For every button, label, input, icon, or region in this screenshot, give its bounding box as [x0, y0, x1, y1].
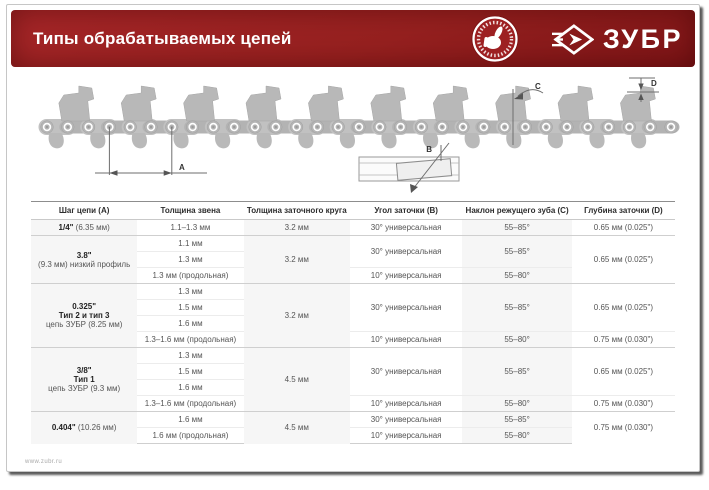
column-header: Шаг цепи (A) — [31, 202, 137, 220]
pitch-text: (9.3 мм) низкий профиль — [38, 259, 131, 269]
brand-name: ЗУБР — [602, 24, 683, 54]
sharpening-depth-cell: 0.75 мм (0.030") — [572, 396, 675, 412]
column-header: Толщина заточного круга — [244, 202, 350, 220]
pitch-text: Тип 2 и тип 3 — [58, 311, 110, 320]
pitch-cell — [31, 220, 137, 236]
sharpening-depth-cell: 0.75 мм (0.030") — [572, 412, 675, 444]
page-title: Типы обрабатываемых цепей — [33, 28, 292, 48]
table-row — [31, 236, 675, 252]
tooth-tilt-cell: 55–80° — [462, 268, 571, 284]
wheel-thickness-cell: 4.5 мм — [244, 348, 350, 412]
wheel-thickness-cell: 3.2 мм — [244, 236, 350, 284]
sharpening-angle-cell: 30° универсальная — [350, 412, 463, 428]
link-thickness-cell: 1.5 мм — [137, 364, 243, 380]
tooth-tilt-cell: 55–85° — [462, 284, 571, 332]
link-thickness-cell: 1.1 мм — [137, 236, 243, 252]
wheel-thickness-cell: 3.2 мм — [244, 284, 350, 348]
pitch-text: 0.404" — [51, 423, 78, 433]
pitch-text: цепь ЗУБР (9.3 мм) — [48, 384, 121, 393]
pitch-cell — [31, 236, 137, 284]
sharpening-angle-cell: 30° универсальная — [350, 220, 463, 236]
label-b: B — [426, 145, 432, 154]
chain-diagram — [7, 75, 699, 199]
table-row — [31, 284, 675, 300]
sharpening-angle-cell: 10° универсальная — [350, 332, 463, 348]
label-d: D — [651, 79, 657, 88]
tooth-tilt-cell: 55–85° — [462, 412, 571, 428]
document-page — [6, 4, 700, 472]
wheel-thickness-cell: 4.5 мм — [244, 412, 350, 444]
link-thickness-cell: 1.3 мм — [137, 348, 243, 364]
pitch-text: 3/8" — [76, 366, 92, 375]
column-header: Наклон режущего зуба (C) — [462, 202, 571, 220]
table-row — [31, 220, 675, 236]
chain-spec-table-wrap — [31, 201, 675, 444]
column-header: Толщина звена — [137, 202, 243, 220]
pitch-text: Тип 1 — [73, 375, 95, 384]
pitch-text: цепь ЗУБР (8.25 мм) — [45, 320, 123, 329]
link-thickness-cell: 1.6 мм — [137, 380, 243, 396]
tooth-tilt-cell: 55–85° — [462, 236, 571, 268]
sharpening-depth-cell: 0.65 мм (0.025") — [572, 348, 675, 396]
link-thickness-cell: 1.3–1.6 мм (продольная) — [137, 396, 243, 412]
table-row — [31, 348, 675, 364]
sharpening-angle-cell: 10° универсальная — [350, 268, 463, 284]
zubr-arrow-icon — [552, 23, 594, 56]
pitch-text: 3.8" — [76, 250, 92, 260]
label-c: C — [535, 82, 541, 91]
link-thickness-cell: 1.3–1.6 мм (продольная) — [137, 332, 243, 348]
pitch-text: (6.35 мм) — [75, 223, 110, 232]
sharpening-angle-cell: 10° универсальная — [350, 396, 463, 412]
dimension-b — [359, 143, 459, 193]
pitch-text: 1/4" — [58, 223, 76, 232]
link-thickness-cell: 1.5 мм — [137, 300, 243, 316]
quality-badge-icon — [471, 15, 519, 63]
sharpening-depth-cell: 0.75 мм (0.030") — [572, 332, 675, 348]
table-row — [31, 412, 675, 428]
sharpening-depth-cell: 0.65 мм (0.025") — [572, 284, 675, 332]
table-header-row — [31, 202, 675, 220]
sharpening-depth-cell: 0.65 мм (0.025") — [572, 220, 675, 236]
link-thickness-cell: 1.3 мм — [137, 284, 243, 300]
link-thickness-cell: 1.6 мм — [137, 316, 243, 332]
brand-logo — [552, 23, 683, 56]
tooth-tilt-cell: 55–80° — [462, 332, 571, 348]
column-header: Угол заточки (B) — [350, 202, 463, 220]
footer-url: www.zubr.ru — [25, 459, 63, 465]
pitch-text: (10.26 мм) — [77, 423, 117, 433]
sharpening-angle-cell: 30° универсальная — [350, 348, 463, 396]
pitch-text: 0.325" — [72, 302, 97, 311]
tooth-tilt-cell: 55–80° — [462, 428, 571, 444]
tooth-tilt-cell: 55–85° — [462, 220, 571, 236]
link-thickness-cell: 1.3 мм — [137, 252, 243, 268]
chain-illustration — [39, 86, 680, 148]
sharpening-angle-cell: 30° универсальная — [350, 236, 463, 268]
link-thickness-cell: 1.3 мм (продольная) — [137, 268, 243, 284]
sharpening-angle-cell: 30° универсальная — [350, 284, 463, 332]
link-thickness-cell: 1.6 мм — [137, 412, 243, 428]
tooth-tilt-cell: 55–85° — [462, 348, 571, 396]
pitch-cell — [31, 412, 137, 444]
label-a: A — [179, 163, 185, 172]
sharpening-depth-cell: 0.65 мм (0.025") — [572, 236, 675, 284]
wheel-thickness-cell: 3.2 мм — [244, 220, 350, 236]
sharpening-angle-cell: 10° универсальная — [350, 428, 463, 444]
pitch-cell — [31, 284, 137, 348]
pitch-cell — [31, 348, 137, 412]
header-band — [11, 10, 695, 67]
link-thickness-cell: 1.1–1.3 мм — [137, 220, 243, 236]
column-header: Глубина заточки (D) — [572, 202, 675, 220]
link-thickness-cell: 1.6 мм (продольная) — [137, 428, 243, 444]
tooth-tilt-cell: 55–80° — [462, 396, 571, 412]
chain-spec-table — [31, 201, 675, 444]
